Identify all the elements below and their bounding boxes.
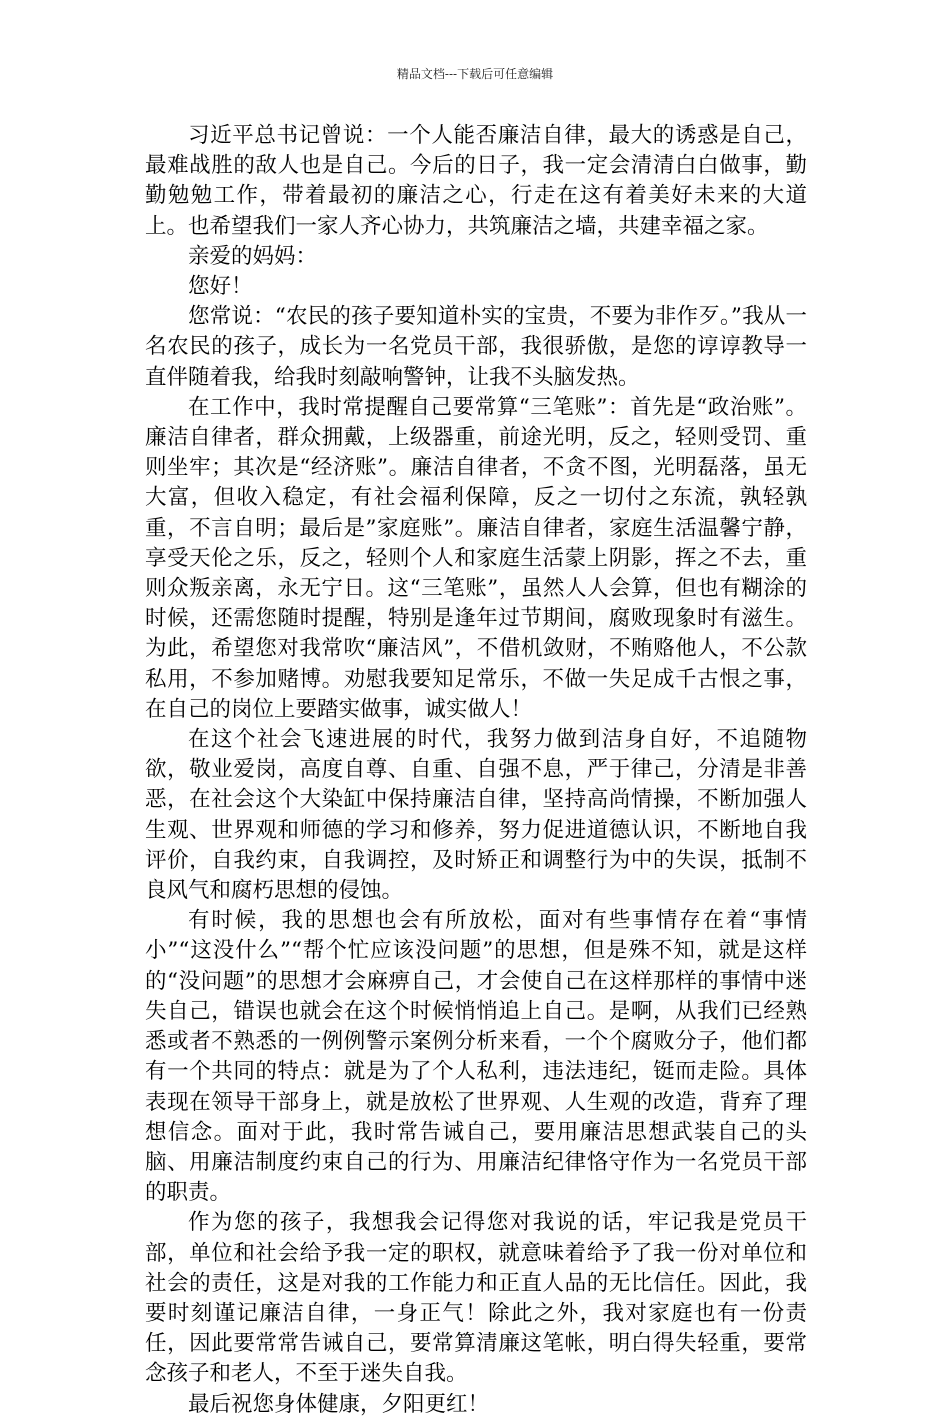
paragraph-responsibility: 作为您的孩子，我想我会记得您对我说的话，牢记我是党员干部，单位和社会给予我一定的职权，就意味着给予了我一份对单位和社会的责任，这是对我的工作能力和正直人品的无比信任。因此，我要时刻谨记廉洁自律，一身正气！除此之外，我对家庭也有一份责任，因此要常常告诫自己，要常算清廉这笔帐，明白得失轻重，要常念孩子和老人，不至于迷失自我。 [145,1210,807,1387]
paragraph-closing: 最后祝您身体健康，夕阳更红！ [188,1391,490,1417]
page-header: 精品文档---下载后可任意编辑 [396,67,554,81]
paragraph-mother-saying: 您常说：“农民的孩子要知道朴实的宝贵，不要为非作歹。”我从一名农民的孩子，成长为一名党员干部，我很骄傲，是您的谆谆教导一直伴随着我，给我时刻敲响警钟，让我不头脑发热。 [145,304,807,390]
paragraph-warning: 有时候，我的思想也会有所放松，面对有些事情存在着“事情小”“这没什么”“帮个忙应该没问题”的思想，但是殊不知，就是这样的“没问题”的思想才会麻痹自己，才会使自己在这样那样的事情中迷失自己，错误也就会在这个时候悄悄追上自己。是啊，从我们已经熟悉或者不熟悉的一例例警示案例分析来看，一个个腐败分子，他们都有一个共同的特点：就是为了个人私利，违法违纪，铤而走险。具体表现在领导干部身上，就是放松了世界观、人生观的改造，背弃了理想信念。面对于此，我时常告诫自己，要用廉洁思想武装自己的头脑、用廉洁制度约束自己的行为、用廉洁纪律恪守作为一名党员干部的职责。 [145,908,807,1206]
paragraph-greeting: 您好！ [188,274,253,300]
paragraph-intro: 习近平总书记曾说：一个人能否廉洁自律，最大的诱惑是自己，最难战胜的敌人也是自己。今后的日子，我一定会清清白白做事，勤勤勉勉工作，带着最初的廉洁之心，行走在这有着美好未来的大道上。也希望我们一家人齐心协力，共筑廉洁之墙，共建幸福之家。 [145,123,807,239]
paragraph-three-accounts: 在工作中，我时常提醒自己要常算“三笔账”：首先是“政治账”。廉洁自律者，群众拥戴，上级器重，前途光明，反之，轻则受罚、重则坐牢；其次是“经济账”。廉洁自律者，不贪不图，光明磊落，虽无大富，但收入稳定，有社会福利保障，反之一切付之东流，孰轻孰重，不言自明；最后是”家庭账”。廉洁自律者，家庭生活温馨宁静，享受天伦之乐，反之，轻则个人和家庭生活蒙上阴影，挥之不去，重则众叛亲离，永无宁日。这“三笔账”，虽然人人会算，但也有糊涂的时候，还需您随时提醒，特别是逢年过节期间，腐败现象时有滋生。为此，希望您对我常吹“廉洁风”，不借机敛财，不贿赂他人，不公款私用，不参加赌博。劝慰我要知足常乐，不做一失足成千古恨之事，在自己的岗位上要踏实做事，诚实做人！ [145,394,807,722]
paragraph-self-discipline: 在这个社会飞速进展的时代，我努力做到洁身自好，不追随物欲，敬业爱岗，高度自尊、自重、自强不息，严于律己，分清是非善恶，在社会这个大染缸中保持廉洁自律，坚持高尚情操，不断加强人生观、世界观和师德的学习和修养，努力促进道德认识，不断地自我评价，自我约束，自我调控，及时矫正和调整行为中的失误，抵制不良风气和腐朽思想的侵蚀。 [145,727,807,904]
paragraph-salutation: 亲爱的妈妈： [188,243,318,269]
document-body [145,121,807,1420]
